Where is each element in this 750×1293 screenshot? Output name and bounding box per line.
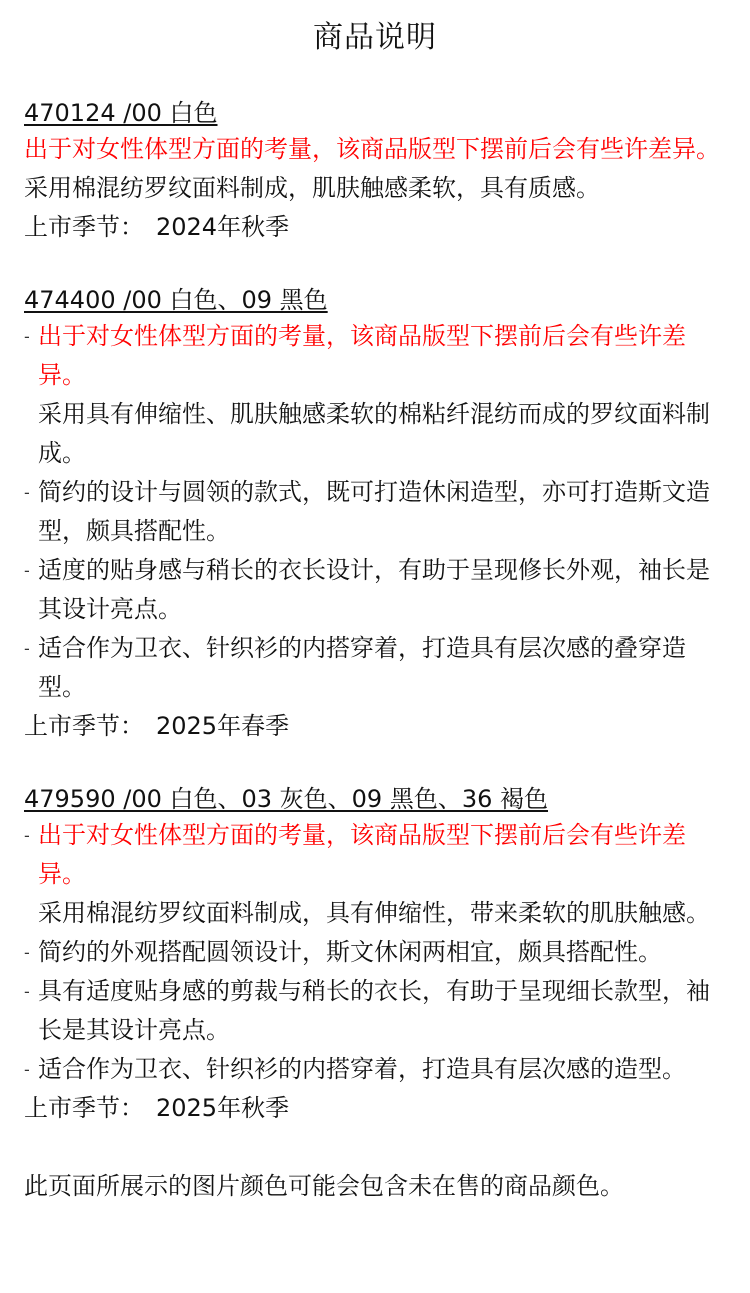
product-description: 采用棉混纺罗纹面料制成，肌肤触感柔软，具有质感。 (24, 174, 600, 202)
feature-list (24, 317, 726, 707)
product-sku: 470124 /00 白色 (24, 99, 218, 127)
list-item-text: 出于对女性体型方面的考量，该商品版型下摆前后会有些许差异。 (38, 821, 686, 888)
feature-list (24, 816, 726, 1089)
list-item (24, 816, 726, 894)
product-block (24, 285, 726, 746)
list-item-text: 简约的外观搭配圆领设计，斯文休闲两相宜，颇具搭配性。 (38, 938, 662, 966)
dash-bullet-icon: - (24, 639, 30, 658)
color-disclaimer: 此页面所展示的图片颜色可能会包含未在售的商品颜色。 (24, 1172, 624, 1200)
season-value: 2024年秋季 (156, 213, 290, 241)
season-label: 上市季节： (24, 712, 144, 740)
list-item-text: 出于对女性体型方面的考量，该商品版型下摆前后会有些许差异。 (38, 322, 686, 389)
list-item (24, 972, 726, 1050)
season-label: 上市季节： (24, 213, 144, 241)
dash-bullet-icon: - (24, 943, 30, 962)
list-item-text: 适合作为卫衣、针织衫的内搭穿着，打造具有层次感的叠穿造型。 (38, 634, 686, 701)
launch-season (24, 1089, 726, 1128)
list-item-text: 具有适度贴身感的剪裁与稍长的衣长，有助于呈现细长款型，袖长是其设计亮点。 (38, 977, 710, 1044)
list-item-text: 适度的贴身感与稍长的衣长设计，有助于呈现修长外观，袖长是其设计亮点。 (38, 556, 710, 623)
product-sku: 479590 /00 白色、03 灰色、09 黑色、36 褐色 (24, 785, 549, 813)
list-item-text: 采用具有伸缩性、肌肤触感柔软的棉粘纤混纺而成的罗纹面料制成。 (38, 400, 710, 467)
list-item (24, 551, 726, 629)
dash-bullet-icon: - (24, 826, 30, 845)
list-item-text: 采用棉混纺罗纹面料制成，具有伸缩性，带来柔软的肌肤触感。 (38, 899, 710, 927)
product-block (24, 784, 726, 1128)
season-label: 上市季节： (24, 1094, 144, 1122)
product-block (24, 98, 726, 247)
launch-season (24, 707, 726, 746)
list-item (24, 473, 726, 551)
page-title: 商品说明 (313, 20, 437, 55)
list-item (24, 1050, 726, 1089)
dash-bullet-icon: - (24, 327, 30, 346)
list-item (24, 317, 726, 395)
list-item (24, 395, 726, 473)
dash-bullet-icon: - (24, 1060, 30, 1079)
season-value: 2025年秋季 (156, 1094, 290, 1122)
product-sku: 474400 /00 白色、09 黑色 (24, 286, 328, 314)
list-item-text: 简约的设计与圆领的款式，既可打造休闲造型，亦可打造斯文造型，颇具搭配性。 (38, 478, 710, 545)
season-value: 2025年春季 (156, 712, 290, 740)
list-item (24, 933, 726, 972)
dash-bullet-icon: - (24, 483, 30, 502)
fit-note: 出于对女性体型方面的考量，该商品版型下摆前后会有些许差异。 (24, 135, 720, 163)
dash-bullet-icon: - (24, 982, 30, 1001)
list-item (24, 629, 726, 707)
launch-season (24, 208, 726, 247)
list-item (24, 894, 726, 933)
list-item-text: 适合作为卫衣、针织衫的内搭穿着，打造具有层次感的造型。 (38, 1055, 686, 1083)
dash-bullet-icon: - (24, 561, 30, 580)
